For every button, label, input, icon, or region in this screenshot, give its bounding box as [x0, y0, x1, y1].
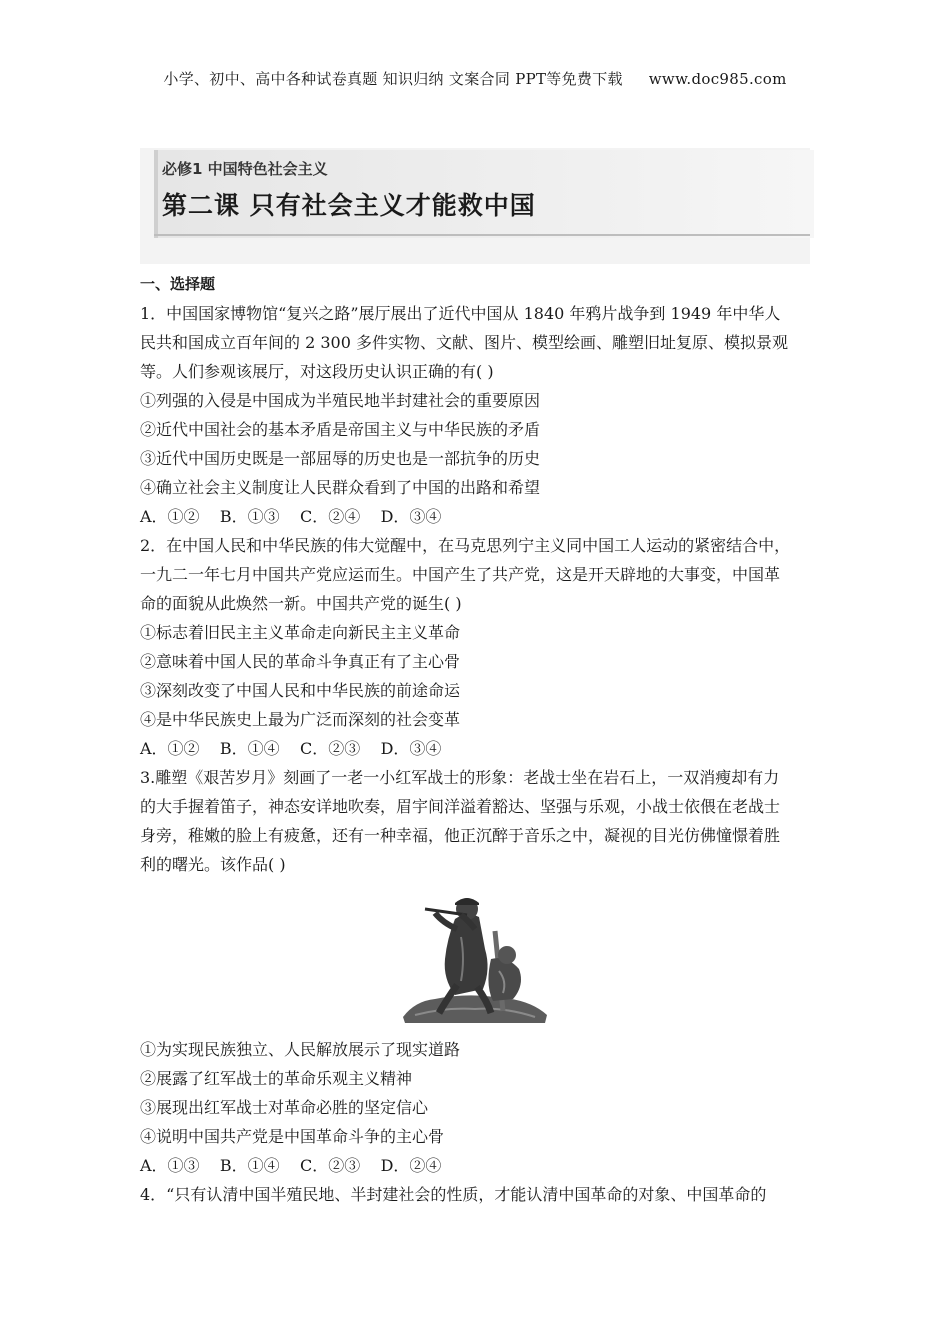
q2-option: ①标志着旧民主主义革命走向新民主主义革命	[140, 623, 461, 642]
q2-line: 2．在中国人民和中华民族的伟大觉醒中，在马克思列宁主义同中国工人运动的紧密结合中，	[140, 536, 791, 555]
q3-line: 身旁，稚嫩的脸上有疲惫，还有一种幸福，他正沉醉于音乐之中，凝视的目光仿佛憧憬着胜	[140, 826, 781, 845]
banner-divider	[154, 234, 810, 236]
header-url[interactable]: www.doc985.com	[648, 70, 787, 88]
q2-option: ④是中华民族史上最为广泛而深刻的社会变革	[140, 710, 461, 729]
lesson-title: 第二课 只有社会主义才能救中国	[162, 191, 536, 220]
header-text: 小学、初中、高中各种试卷真题 知识归纳 文案合同 PPT等免费下载	[163, 70, 623, 88]
q3-line: 利的曙光。该作品( )	[140, 855, 286, 874]
q1-line: 等。人们参观该展厅，对这段历史认识正确的有( )	[140, 362, 494, 381]
q1-option: ①列强的入侵是中国成为半殖民地半封建社会的重要原因	[140, 391, 541, 410]
sculpture-image	[395, 889, 555, 1029]
q3-choices: A．①③ B．①④ C．②③ D．②④	[140, 1156, 442, 1175]
q1-line: 民共和国成立百年间的 2 300 多件实物、文献、图片、模型绘画、雕塑旧址复原、模拟景观	[140, 333, 788, 352]
q2-line: 一九二一年七月中国共产党应运而生。中国产生了共产党，这是开天辟地的大事变，中国革	[140, 565, 781, 584]
document-body	[140, 270, 812, 1209]
q2-choices: A．①② B．①④ C．②③ D．③④	[140, 739, 442, 758]
question-2	[140, 531, 812, 763]
q4-line: 4．“只有认清中国半殖民地、半封建社会的性质，才能认清中国革命的对象、中国革命的	[140, 1185, 767, 1204]
page-header	[0, 68, 950, 89]
q1-line: 1．中国国家博物馆“复兴之路”展厅展出了近代中国从 1840 年鸦片战争到 1949 年中华人	[140, 304, 781, 323]
q2-option: ②意味着中国人民的革命斗争真正有了主心骨	[140, 652, 461, 671]
q1-option: ②近代中国社会的基本矛盾是帝国主义与中华民族的矛盾	[140, 420, 541, 439]
question-4	[140, 1180, 812, 1209]
lesson-banner	[140, 148, 810, 264]
q3-line: 的大手握着笛子，神态安详地吹奏，眉宇间洋溢着豁达、坚强与乐观，小战士依偎在老战士	[140, 797, 781, 816]
q3-option: ④说明中国共产党是中国革命斗争的主心骨	[140, 1127, 445, 1146]
q1-choices: A．①② B．①③ C．②④ D．③④	[140, 507, 442, 526]
q3-line: 3.雕塑《艰苦岁月》刻画了一老一小红军战士的形象：老战士坐在岩石上，一双消瘦却有力	[140, 768, 780, 787]
q3-option: ①为实现民族独立、人民解放展示了现实道路	[140, 1040, 461, 1059]
question-3	[140, 763, 812, 1180]
q2-option: ③深刻改变了中国人民和中华民族的前途命运	[140, 681, 461, 700]
question-1	[140, 299, 812, 531]
q2-line: 命的面貌从此焕然一新。中国共产党的诞生( )	[140, 594, 462, 613]
banner-subtitle: 必修1 中国特色社会主义	[162, 160, 328, 178]
section-title: 一、选择题	[140, 275, 216, 293]
q1-option: ③近代中国历史既是一部屈辱的历史也是一部抗争的历史	[140, 449, 541, 468]
sculpture-photo	[140, 883, 812, 1033]
q3-option: ②展露了红军战士的革命乐观主义精神	[140, 1069, 413, 1088]
q3-option: ③展现出红军战士对革命必胜的坚定信心	[140, 1098, 429, 1117]
q1-option: ④确立社会主义制度让人民群众看到了中国的出路和希望	[140, 478, 541, 497]
